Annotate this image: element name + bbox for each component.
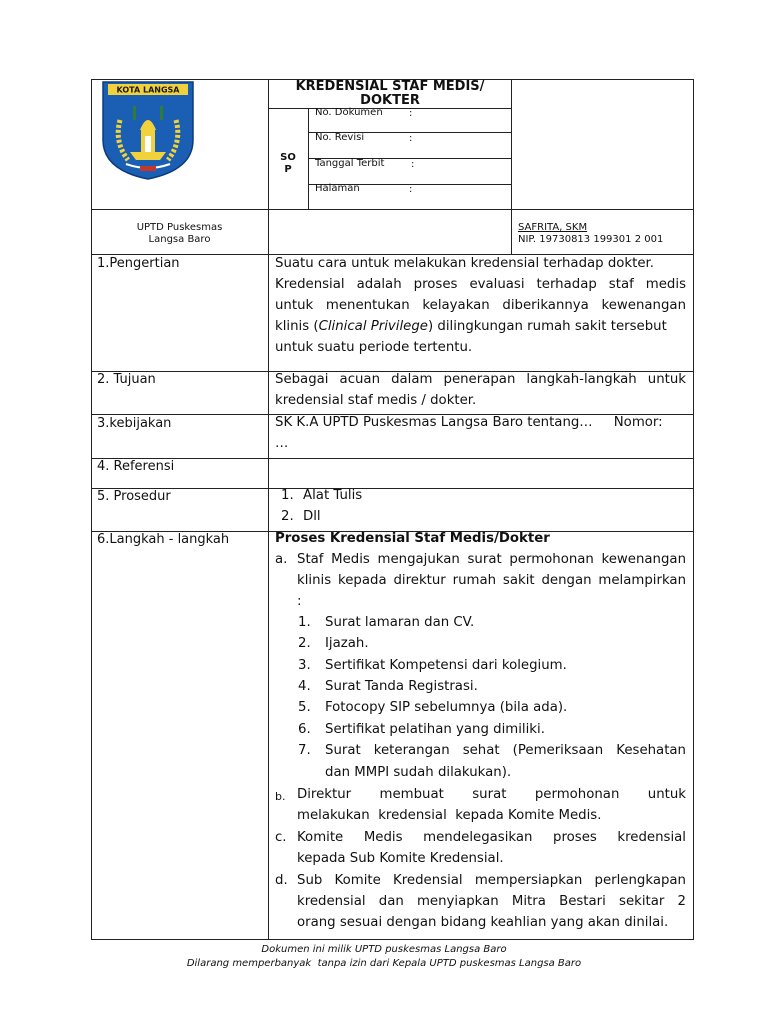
langkah-b-line: Direktur membuat surat permohonan untuk — [297, 787, 686, 802]
langkah-d-line: kredensial dan menyiapkan Mitra Bestari sekitar 2 — [297, 894, 686, 909]
langkah-a-line: : — [297, 594, 302, 609]
prosedur-item-number: 1. — [281, 488, 294, 503]
field-tanggal-terbit-colon: : — [411, 159, 415, 170]
sub-item: Surat keterangan sehat (Pemeriksaan Kesehatan — [325, 743, 686, 758]
sub-item-number: 1. — [298, 615, 311, 630]
langkah-c-line: kepada Sub Komite Kredensial. — [297, 851, 504, 866]
langkah-heading: Proses Kredensial Staf Medis/Dokter — [275, 531, 550, 546]
org-name-line2: Langsa Baro — [148, 234, 211, 245]
tujuan-line: Sebagai acuan dalam penerapan langkah-langkah untuk — [275, 372, 686, 387]
grid-line — [693, 79, 694, 940]
pengertian-italic-term: Clinical Privilege — [318, 319, 428, 334]
pengertian-line — [275, 319, 667, 334]
pengertian-line: untuk menentukan kelayakan diberikannya kewenangan — [275, 298, 686, 313]
langkah-marker: a. — [275, 552, 288, 567]
sop-label-top: SO — [280, 152, 296, 163]
section-label-prosedur: 5. Prosedur — [97, 489, 171, 504]
sub-item-number: 5. — [298, 700, 311, 715]
field-halaman-colon: : — [409, 184, 413, 195]
prosedur-item: Dll — [303, 509, 321, 524]
grid-line — [91, 939, 694, 940]
sub-item: Ijazah. — [325, 636, 369, 651]
sub-item: Sertifikat Kompetensi dari kolegium. — [325, 658, 567, 673]
grid-line — [91, 79, 92, 940]
document-title-line1: KREDENSIAL STAF MEDIS/ — [295, 79, 485, 94]
section-label-pengertian: 1.Pengertian — [97, 256, 180, 271]
kebijakan-line: SK K.A UPTD Puskesmas Langsa Baro tentang… Nomor: — [275, 415, 663, 430]
langkah-marker: d. — [275, 873, 288, 888]
langkah-marker: b. — [275, 790, 286, 803]
footer-ownership-note: Dokumen ini milik UPTD puskesmas Langsa Baro — [261, 944, 507, 955]
field-no-dokumen-colon: : — [409, 108, 413, 119]
section-label-langkah: 6.Langkah - langkah — [97, 532, 230, 547]
grid-line — [268, 108, 512, 109]
grid-line — [91, 209, 694, 210]
pengertian-line4-post: ) dilingkungan rumah sakit tersebut — [427, 319, 667, 334]
prosedur-item-number: 2. — [281, 509, 294, 524]
org-name-line1: UPTD Puskesmas — [136, 222, 223, 233]
langkah-a-line: Staf Medis mengajukan surat permohonan kewenangan — [297, 552, 686, 567]
langkah-d-line: orang sesuai dengan bidang keahlian yang akan dinilai. — [297, 915, 669, 930]
pengertian-line: Kredensial adalah proses evaluasi terhadap staf medis — [275, 277, 686, 292]
sub-item: Surat lamaran dan CV. — [325, 615, 475, 630]
sub-item: Sertifikat pelatihan yang dimiliki. — [325, 722, 545, 737]
sub-item-number: 4. — [298, 679, 311, 694]
sub-item: Fotocopy SIP sebelumnya (bila ada). — [325, 700, 568, 715]
logo-text: KOTA LANGSA — [116, 85, 180, 95]
pengertian-line: Suatu cara untuk melakukan kredensial terhadap dokter. — [275, 256, 654, 271]
langkah-a-line: klinis kepada direktur rumah sakit dengan melampirkan — [297, 573, 686, 588]
grid-line — [91, 488, 694, 489]
tujuan-line: kredensial staf medis / dokter. — [275, 393, 477, 408]
document-title-line2: DOKTER — [360, 93, 420, 108]
section-label-referensi: 4. Referensi — [97, 459, 175, 474]
langkah-marker: c. — [275, 830, 287, 845]
sop-label-bottom: P — [284, 164, 292, 175]
langkah-d-line: Sub Komite Kredensial mempersiapkan perlengkapan — [297, 873, 686, 888]
grid-line — [308, 108, 309, 210]
pengertian-line4-pre: klinis ( — [275, 319, 319, 334]
field-no-revisi-label: No. Revisi — [315, 132, 365, 143]
langkah-b-line: melakukan kredensial kepada Komite Medis. — [297, 808, 602, 823]
langkah-c-line: Komite Medis mendelegasikan proses kredensial — [297, 830, 686, 845]
sub-item-continuation: dan MMPI sudah dilakukan). — [325, 765, 512, 780]
section-label-tujuan: 2. Tujuan — [97, 372, 156, 387]
section-label-kebijakan: 3.kebijakan — [97, 416, 172, 431]
grid-line — [268, 79, 269, 940]
sub-item-number: 6. — [298, 722, 311, 737]
sub-item: Surat Tanda Registrasi. — [325, 679, 478, 694]
field-no-revisi-colon: : — [409, 133, 413, 144]
field-halaman-label: Halaman — [315, 183, 360, 194]
grid-line — [91, 458, 694, 459]
sub-item-number: 3. — [298, 658, 311, 673]
prosedur-item: Alat Tulis — [303, 488, 363, 503]
grid-line — [91, 254, 694, 255]
field-no-dokumen-label: No. Dokumen — [315, 107, 383, 118]
footer-copy-restriction: Dilarang memperbanyak tanpa izin dari Kepala UPTD puskesmas Langsa Baro — [186, 958, 582, 969]
signer-nip: NIP. 19730813 199301 2 001 — [518, 234, 664, 245]
kebijakan-line: … — [275, 436, 289, 451]
field-tanggal-terbit-label: Tanggal Terbit — [315, 158, 385, 169]
pengertian-line: untuk suatu periode tertentu. — [275, 340, 473, 355]
kota-langsa-logo — [100, 80, 196, 180]
signer-name: SAFRITA, SKM — [518, 222, 588, 233]
sub-item-number: 2. — [298, 636, 311, 651]
sub-item-number: 7. — [298, 743, 311, 758]
